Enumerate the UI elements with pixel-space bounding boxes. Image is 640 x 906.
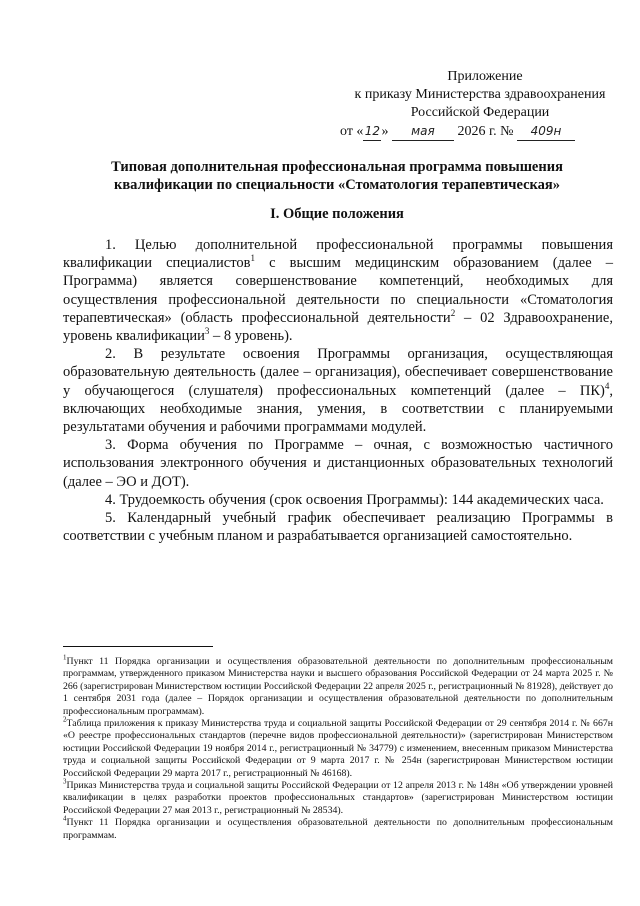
date-prefix: от « — [340, 124, 364, 139]
paragraph-3: 3. Форма обучения по Программе – очная, с возможностью частичного использования электронного обучения и дистанционных образовательных технологий (далее – ЭО и ДОТ). — [63, 437, 613, 490]
paragraph-5: 5. Календарный учебный график обеспечивает реализацию Программы в соответствии с учебным планом и разрабатывается организацией самостоятельно. — [63, 510, 613, 545]
footnote-4-mark: 4 — [63, 815, 67, 824]
order-year: 2026 г. № — [457, 124, 514, 139]
main-text — [63, 236, 613, 545]
section-heading: I. Общие положения — [270, 206, 404, 222]
footnote-3-mark: 3 — [63, 777, 67, 786]
country-name: Российской Федерации — [410, 105, 550, 120]
paragraph-2-text-a: 2. В результате освоения Программы организация, осуществляющая образовательную деятельность (далее – организация), обеспечивает совершенствование у обучающегося (слушателя) профессиональных компетенций (далее – ПК) — [63, 346, 613, 399]
order-number: 409н — [517, 122, 575, 141]
footnotes — [63, 653, 613, 842]
footnote-3-text: Приказ Министерства труда и социальной защиты Российской Федерации от 12 апреля 2013 г. № 148н «Об утверждении уровней квалификации в целях разработки проектов профессиональных стандартов» (зарегистрирован Министерством юстиции Российской Федерации 27 мая 2013 г., регистрационный № 28534). — [63, 780, 613, 816]
paragraph-1-text-c: – 02 Здравоохранение, уровень квалификации — [63, 309, 613, 345]
order-date-line — [340, 122, 620, 141]
footnote-ref-1: 1 — [250, 253, 255, 264]
paragraph-1-text-a: 1. Целью дополнительной профессиональной программы повышения квалификации специалистов — [63, 237, 613, 272]
paragraph-1-text-d: – 8 уровень). — [209, 328, 293, 345]
program-title: Типовая дополнительная профессиональная программа повышения квалификации по специальности «Стоматология терапевтическая» — [111, 159, 563, 193]
footnote-3 — [63, 777, 613, 817]
footnote-2-text: Таблица приложения к приказу Министерства труда и социальной защиты Российской Федерации от 29 сентября 2014 г. № 667н «О реестре профессиональных стандартов (перечне видов профессиональной деятельности)» (зарегистрирован Министерством юстиции Российской Федерации 19 ноября 2014 г., регистрационный № 34779) с изменением, внесенным приказом Министерства труда и социальной защиты Российской Федерации от 9 марта 2017 г. № 254н (зарегистрирован Министерством юстиции Российской Федерации 29 марта 2017 г., регистрационный № 46168). — [63, 718, 613, 779]
footnote-1 — [63, 653, 613, 718]
appendix-header — [340, 68, 620, 141]
paragraph-1-text-b: с высшим медицинским образованием (далее – Программа) является совершенствование компетенций, необходимых для осуществления профессиональной деятельности по специальности «Стоматология терапевтическая» (область профессиональной деятельности — [63, 255, 614, 326]
footnote-ref-4: 4 — [604, 380, 610, 391]
footnote-ref-2: 2 — [450, 307, 456, 318]
paragraph-2-text-b: , включающих необходимые знания, умения, в соответствии с планируемыми результатами обучения и рабочими программами модулей. — [63, 382, 613, 436]
footnote-2-mark: 2 — [63, 715, 67, 724]
paragraph-2 — [63, 345, 613, 436]
footnote-1-text: Пункт 11 Порядка организации и осуществления образовательной деятельности по дополнительным профессиональным программам, утвержденного приказом Министерства науки и высшего образования Российской Федерации от 24 марта 2025 г. № 266 (зарегистрирован Министерством юстиции Российской Федерации 22 апреля 2025 г., регистрационный № 81928), действует до 1 сентября 2031 года (далее – Порядок организации и осуществления образовательной деятельности по дополнительным профессиональным программам). — [63, 656, 613, 717]
footnote-4-text: Пункт 11 Порядка организации и осуществления образовательной деятельности по дополнительным профессиональным программам. — [63, 817, 613, 841]
footnote-2 — [63, 715, 613, 780]
footnote-4 — [63, 817, 613, 842]
paragraph-1 — [63, 236, 613, 345]
footnote-1-mark: 1 — [63, 653, 67, 662]
date-mid: » — [381, 124, 389, 139]
paragraph-4: 4. Трудоемкость обучения (срок освоения Программы): 144 академических часа. — [105, 491, 604, 508]
order-month: мая — [392, 122, 454, 141]
appendix-label: Приложение — [447, 69, 523, 84]
order-reference: к приказу Министерства здравоохранения — [354, 87, 606, 102]
order-day: 12 — [363, 122, 381, 141]
footnote-divider — [63, 646, 213, 647]
footnote-ref-3: 3 — [204, 326, 210, 337]
